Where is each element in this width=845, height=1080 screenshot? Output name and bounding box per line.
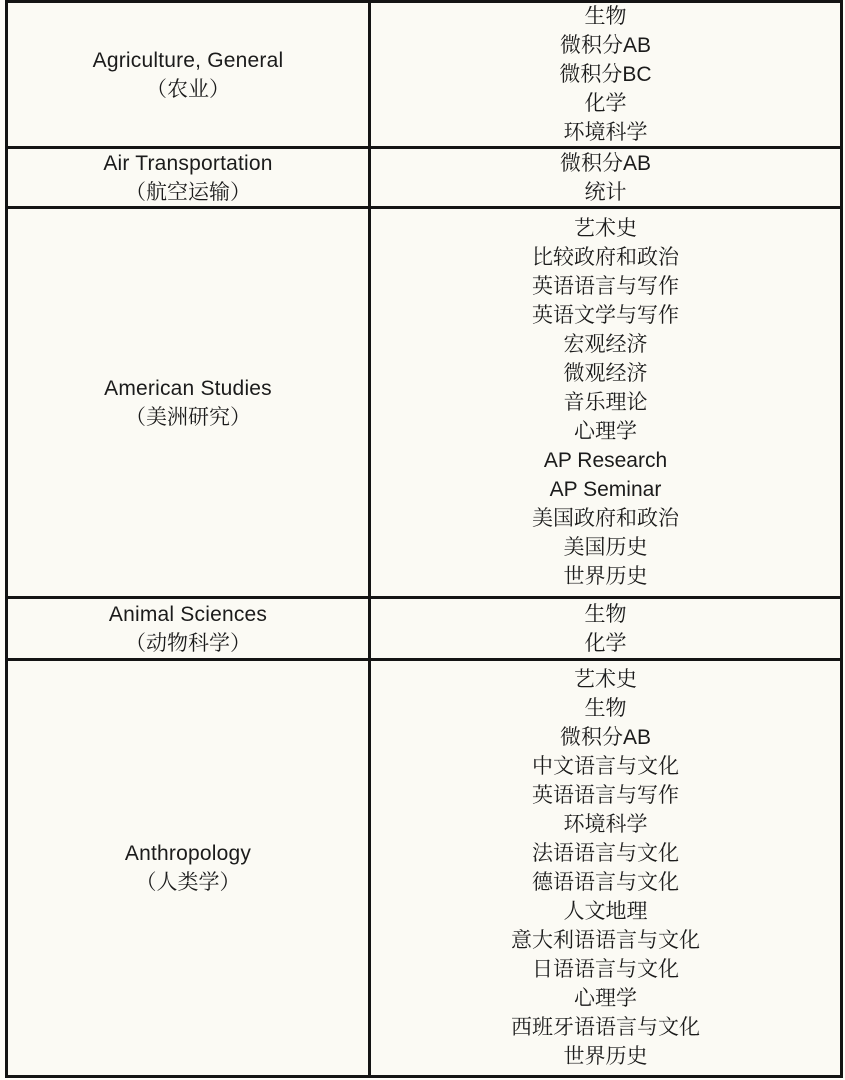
course-item: AP Research [543,449,668,472]
major-name-en: Animal Sciences [108,602,268,626]
course-item: 人文地理 [563,900,648,923]
major-cell [8,661,371,1075]
course-item: 环境科学 [563,813,648,836]
major-name-zh: （航空运输） [125,180,251,204]
majors-ap-courses-table [5,0,843,1078]
course-item: 意大利语语言与文化 [511,929,700,952]
course-item: 艺术史 [574,668,637,691]
course-item: 统计 [584,180,627,204]
course-item: 中文语言与文化 [532,755,679,778]
table-row [8,209,840,599]
course-item: 世界历史 [563,565,648,588]
major-name-zh: （人类学） [135,871,241,894]
course-item: 法语语言与文化 [532,842,679,865]
course-item: 美国历史 [563,536,648,559]
table-row [8,661,840,1075]
course-item: 德语语言与文化 [532,871,679,894]
course-item: 音乐理论 [563,391,648,414]
table-row [8,3,840,149]
course-item: 微积分AB [559,726,651,749]
course-item: 世界历史 [563,1045,648,1068]
major-cell [8,149,371,206]
course-item: 艺术史 [574,217,637,240]
table-row [8,599,840,661]
course-item: 英语语言与写作 [532,275,679,298]
course-item: 生物 [584,697,627,720]
course-item: 环境科学 [563,121,648,144]
major-name-en: American Studies [104,376,272,400]
course-item: 美国政府和政治 [532,507,679,530]
courses-cell [371,599,840,658]
course-item: 英语文学与写作 [532,304,679,327]
courses-cell [371,3,840,146]
course-item: 英语语言与写作 [532,784,679,807]
course-item: 心理学 [574,420,637,443]
table-row [8,149,840,209]
courses-cell [371,209,840,596]
course-item: 化学 [584,92,627,115]
major-cell [8,3,371,146]
course-item: 生物 [584,602,627,626]
course-item: 化学 [584,631,627,655]
course-item: 微积分AB [559,34,651,57]
course-item: 微积分BC [559,63,652,86]
major-name-zh: （动物科学） [125,631,251,655]
major-name-en: Agriculture, General [92,48,284,72]
courses-cell [371,149,840,206]
course-item: 微观经济 [563,362,648,385]
course-item: 宏观经济 [563,333,648,356]
major-name-en: Anthropology [124,842,252,865]
major-name-zh: （农业） [146,77,230,101]
course-item: 心理学 [574,987,637,1010]
course-item: 比较政府和政治 [532,246,679,269]
course-item: AP Seminar [549,478,662,501]
courses-cell [371,661,840,1075]
course-item: 日语语言与文化 [532,958,679,981]
course-item: 西班牙语语言与文化 [511,1016,700,1039]
major-name-zh: （美洲研究） [125,405,251,429]
major-cell [8,599,371,658]
course-item: 微积分AB [559,151,651,175]
course-item: 生物 [584,5,627,28]
major-name-en: Air Transportation [103,151,273,175]
major-cell [8,209,371,596]
